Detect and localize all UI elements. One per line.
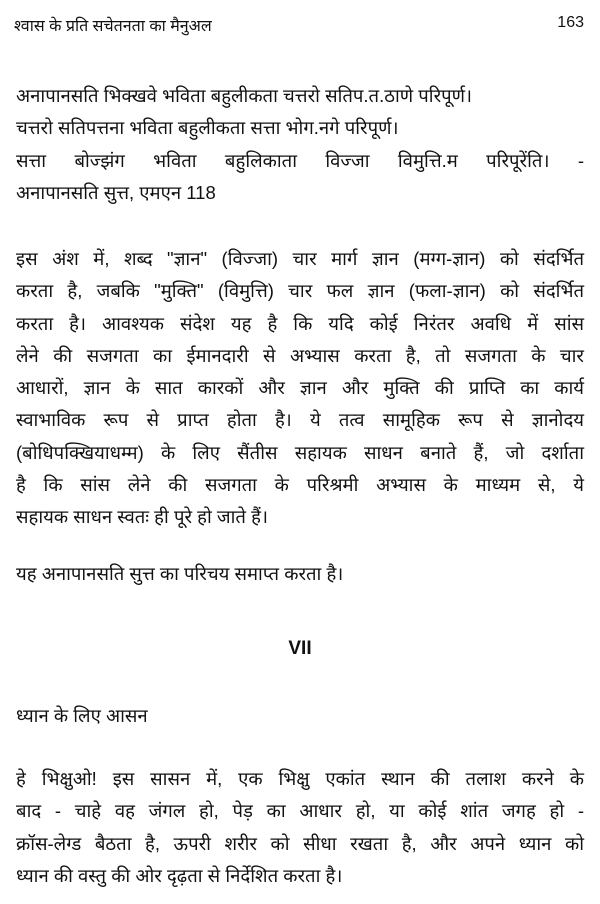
paragraph-line: इस अंश में, शब्द "ज्ञान" (विज्जा) चार मार्ग ज्ञान (मग्ग-ज्ञान) को संदर्भित [16, 248, 584, 269]
paragraph-line: करता है, जबकि "मुक्ति" (विमुत्ति) चार फल ज्ञान (फला-ज्ञान) को संदर्भित [16, 280, 584, 302]
quote-citation: अनापानसति सुत्त, एमएन 118 [16, 181, 216, 203]
paragraph-line: बाद - चाहे वह जंगल हो, पेड़ का आधार हो, या कोई शांत जगह हो - [16, 800, 584, 822]
paragraph-line: स्वाभाविक रूप से प्राप्त होता है। ये तत्व सामूहिक रूप से ज्ञानोदय [16, 409, 584, 431]
quote-line: अनापानसति भिक्खवे भविता बहुलीकता चत्तरो सतिप.त.ठाणे परिपूर्ण। [16, 85, 473, 106]
paragraph-line: सहायक साधन स्वतः ही पूरे हो जाते हैं। [16, 506, 268, 528]
paragraph-line: यह अनापानसति सुत्त का परिचय समाप्त करता है। [16, 563, 344, 584]
section-heading-text: ध्यान के लिए आसन [16, 705, 148, 726]
quote-line: सत्ता बोज्झंग भविता बहुलिकाता विज्जा विमुत्ति.म परिपूरेंति। - [16, 149, 584, 171]
paragraph-line: हे भिक्षुओ! इस सासन में, एक भिक्षु एकांत स्थान की तलाश करने के [16, 768, 584, 789]
paragraph-line: लेने की सजगता का ईमानदारी से अभ्यास करता है, तो सजगता के चार [16, 344, 584, 366]
paragraph-line: क्रॉस-लेग्ड बैठता है, ऊपरी शरीर को सीधा रखता है, और अपने ध्यान को [16, 832, 584, 854]
paragraph-explanation [16, 243, 584, 534]
page-number: 163 [557, 14, 584, 31]
paragraph-line: आधारों, ज्ञान के सात कारकों और ज्ञान और मुक्ति की प्राप्ति का कार्य [16, 377, 584, 399]
paragraph-line: (बोधिपक्खियाधम्म) के लिए सैंतीस सहायक साधन बनाते हैं, जो दर्शाता [16, 441, 584, 463]
pali-quote [16, 80, 584, 209]
paragraph-conclusion [16, 558, 584, 590]
paragraph-line: है कि सांस लेने की सजगता के परिश्रमी अभ्यास के माध्यम से, ये [16, 474, 584, 496]
paragraph-line: ध्यान की वस्तु की ओर दृढ़ता से निर्देशित करता है। [16, 864, 343, 886]
quote-line: चत्तरो सतिपत्तना भविता बहुलीकता सत्ता भोग.नगे परिपूर्ण। [16, 117, 399, 139]
paragraph-line: करता है। आवश्यक संदेश यह है कि यदि कोई निरंतर अवधि में सांस [16, 312, 584, 334]
section-number: VII [288, 638, 312, 659]
running-header-title: श्वास के प्रति सचेतनता का मैनुअल [14, 18, 212, 35]
paragraph-posture [16, 763, 584, 892]
section-heading [16, 700, 584, 732]
